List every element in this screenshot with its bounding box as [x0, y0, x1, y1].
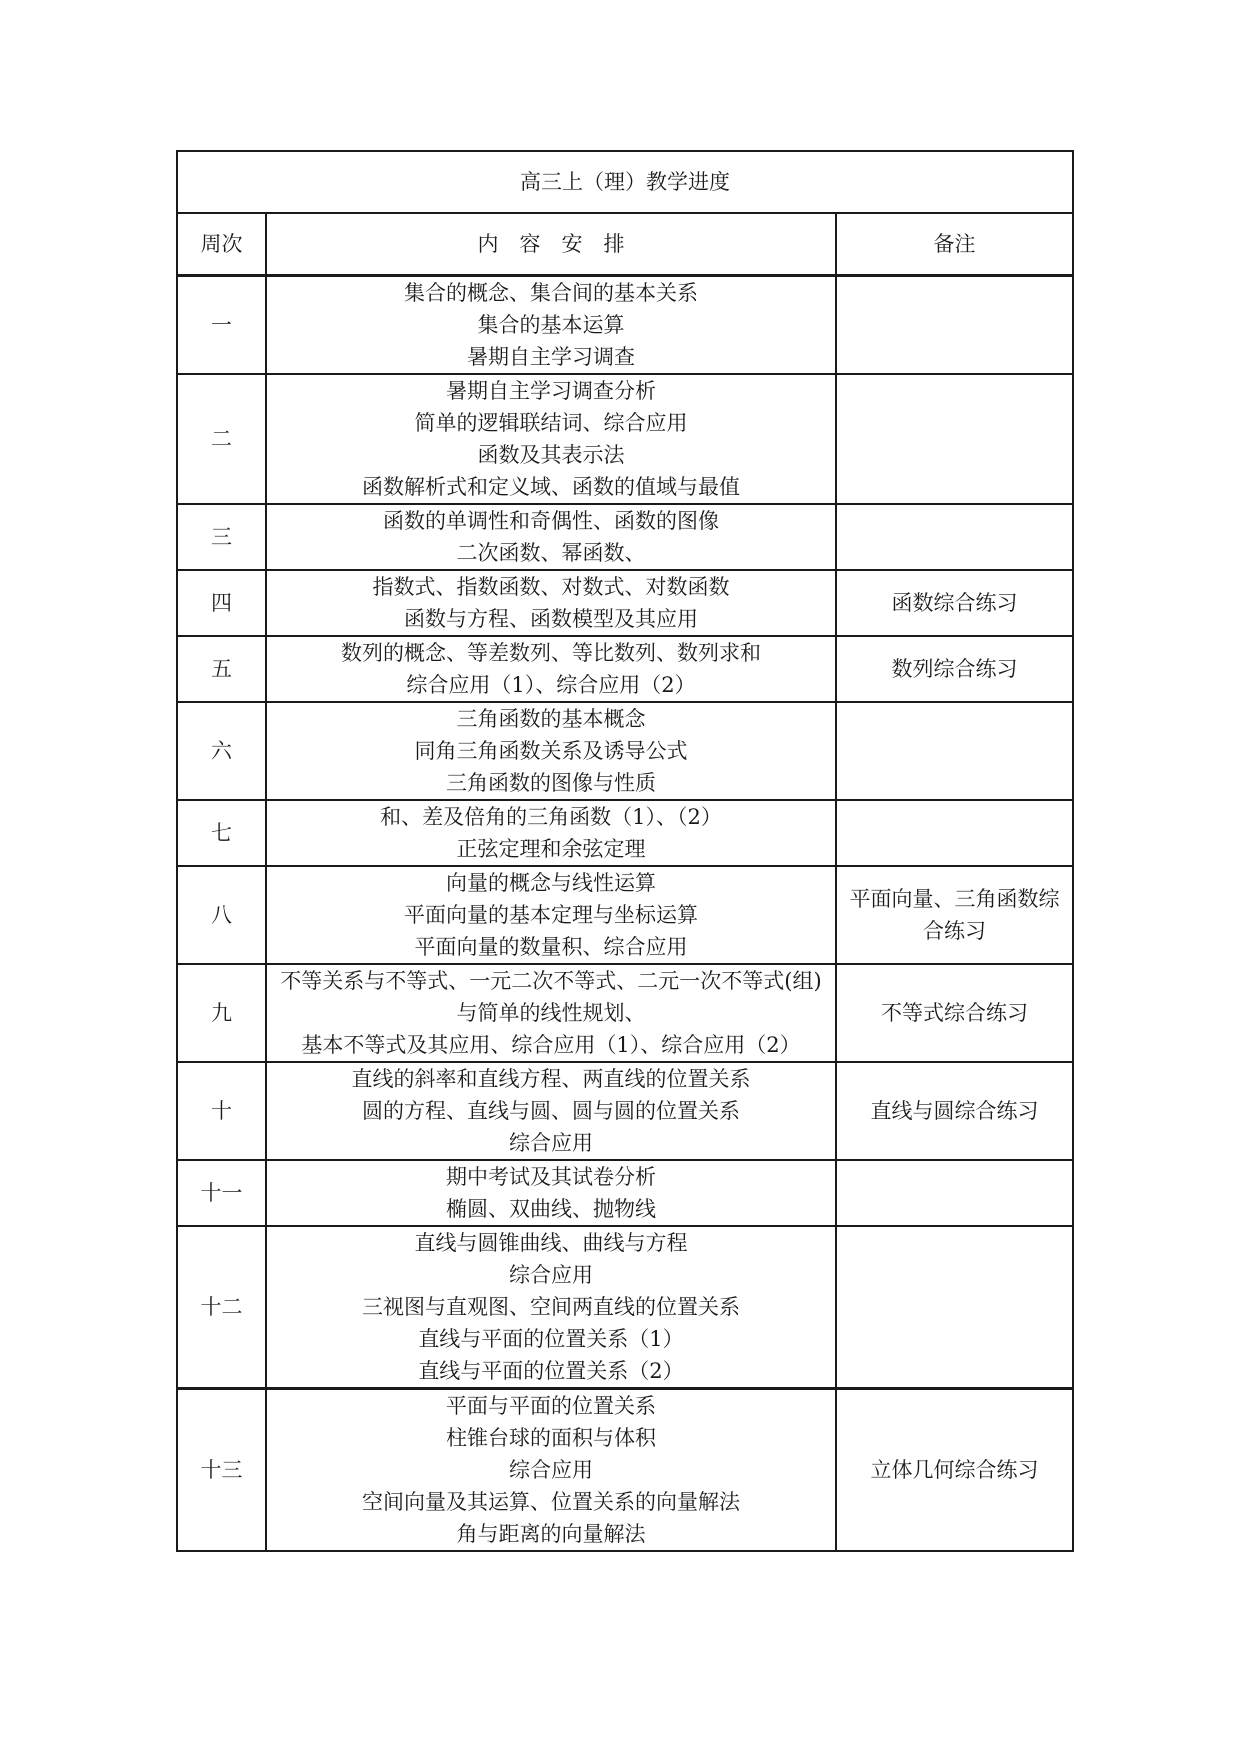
- note-cell: [836, 702, 1073, 800]
- week-cell: 四: [177, 570, 266, 636]
- note-cell: [836, 1062, 1073, 1160]
- table-row: [177, 702, 1073, 800]
- content-line: 空间向量及其运算、位置关系的向量解法: [362, 1490, 740, 1514]
- content-line: 暑期自主学习调查分析: [446, 379, 656, 403]
- note-cell: [836, 1389, 1073, 1552]
- content-cell: [266, 866, 836, 964]
- week-cell: 一: [177, 276, 266, 375]
- content-cell: [266, 1389, 836, 1552]
- note-cell: [836, 374, 1073, 504]
- content-line: 三视图与直观图、空间两直线的位置关系: [362, 1295, 740, 1319]
- table-title: 高三上（理）教学进度: [177, 151, 1073, 213]
- header-note: 备注: [836, 213, 1073, 276]
- week-cell: 五: [177, 636, 266, 702]
- table-row: [177, 800, 1073, 866]
- note-text: 立体几何综合练习: [870, 1458, 1039, 1482]
- content-line: 角与距离的向量解法: [456, 1522, 646, 1546]
- schedule-sheet: [176, 150, 1072, 1552]
- week-cell: 八: [177, 866, 266, 964]
- content-line: 函数解析式和定义域、函数的值域与最值: [362, 475, 740, 499]
- note-text: 不等式综合练习: [881, 1001, 1029, 1025]
- table-row: [177, 964, 1073, 1062]
- content-cell: [266, 702, 836, 800]
- note-cell: [836, 866, 1073, 964]
- content-cell: [266, 374, 836, 504]
- content-line: 直线的斜率和直线方程、两直线的位置关系: [351, 1067, 751, 1091]
- header-week: 周次: [177, 213, 266, 276]
- content-line: 函数与方程、函数模型及其应用: [404, 607, 698, 631]
- schedule-body: [177, 276, 1073, 1552]
- week-cell: 十: [177, 1062, 266, 1160]
- content-line: 基本不等式及其应用、综合应用（1）、综合应用（2）: [301, 1033, 801, 1057]
- table-row: [177, 504, 1073, 570]
- content-line: 数列的概念、等差数列、等比数列、数列求和: [341, 641, 761, 665]
- table-row: [177, 1062, 1073, 1160]
- content-cell: [266, 1062, 836, 1160]
- content-cell: [266, 570, 836, 636]
- content-line: 柱锥台球的面积与体积: [446, 1426, 656, 1450]
- content-line: 向量的概念与线性运算: [446, 871, 656, 895]
- content-line: 与简单的线性规划、: [456, 1001, 646, 1025]
- content-cell: [266, 800, 836, 866]
- content-line: 简单的逻辑联结词、综合应用: [414, 411, 688, 435]
- header-row: [177, 213, 1073, 276]
- content-line: 集合的基本运算: [477, 313, 625, 337]
- content-line: 集合的概念、集合间的基本关系: [404, 281, 698, 305]
- content-line: 不等关系与不等式、一元二次不等式、二元一次不等式(组): [280, 969, 822, 993]
- content-line: 综合应用（1）、综合应用（2）: [406, 673, 696, 697]
- content-cell: [266, 504, 836, 570]
- content-cell: [266, 1160, 836, 1226]
- week-cell: 二: [177, 374, 266, 504]
- table-row: [177, 1160, 1073, 1226]
- week-cell: 十一: [177, 1160, 266, 1226]
- table-row: [177, 636, 1073, 702]
- note-text: 函数综合练习: [891, 591, 1018, 615]
- table-row: [177, 276, 1073, 375]
- content-line: 二次函数、幂函数、: [456, 541, 646, 565]
- table-row: [177, 570, 1073, 636]
- week-cell: 九: [177, 964, 266, 1062]
- content-line: 椭圆、双曲线、抛物线: [446, 1197, 656, 1221]
- week-cell: 六: [177, 702, 266, 800]
- content-line: 期中考试及其试卷分析: [446, 1165, 656, 1189]
- schedule-table: [176, 150, 1074, 1552]
- table-row: [177, 1226, 1073, 1389]
- content-line: 同角三角函数关系及诱导公式: [414, 739, 688, 763]
- note-cell: [836, 276, 1073, 375]
- content-cell: [266, 636, 836, 702]
- note-cell: [836, 800, 1073, 866]
- content-line: 平面向量的基本定理与坐标运算: [404, 903, 698, 927]
- content-line: 综合应用: [509, 1131, 593, 1155]
- content-line: 直线与平面的位置关系（2）: [418, 1359, 684, 1383]
- content-line: 和、差及倍角的三角函数（1）、（2）: [380, 805, 722, 829]
- content-line: 指数式、指数函数、对数式、对数函数: [372, 575, 730, 599]
- note-cell: [836, 636, 1073, 702]
- note-cell: [836, 504, 1073, 570]
- table-row: [177, 374, 1073, 504]
- table-row: [177, 866, 1073, 964]
- header-content: 内 容 安 排: [266, 213, 836, 276]
- content-cell: [266, 276, 836, 375]
- note-cell: [836, 1160, 1073, 1226]
- week-cell: 十三: [177, 1389, 266, 1552]
- content-line: 综合应用: [509, 1263, 593, 1287]
- content-line: 综合应用: [509, 1458, 593, 1482]
- content-line: 直线与平面的位置关系（1）: [418, 1327, 684, 1351]
- content-line: 直线与圆锥曲线、曲线与方程: [414, 1231, 688, 1255]
- content-line: 三角函数的图像与性质: [446, 771, 656, 795]
- content-line: 平面向量的数量积、综合应用: [414, 935, 688, 959]
- note-text: 数列综合练习: [891, 657, 1018, 681]
- content-line: 圆的方程、直线与圆、圆与圆的位置关系: [362, 1099, 740, 1123]
- content-cell: [266, 964, 836, 1062]
- content-line: 平面与平面的位置关系: [446, 1394, 656, 1418]
- note-text: 直线与圆综合练习: [870, 1099, 1039, 1123]
- note-text: 平面向量、三角函数综合练习: [849, 887, 1060, 943]
- note-cell: [836, 1226, 1073, 1389]
- note-cell: [836, 570, 1073, 636]
- content-line: 函数的单调性和奇偶性、函数的图像: [383, 509, 719, 533]
- content-cell: [266, 1226, 836, 1389]
- table-row: [177, 1389, 1073, 1552]
- content-line: 暑期自主学习调查: [467, 345, 635, 369]
- content-line: 三角函数的基本概念: [456, 707, 646, 731]
- content-line: 正弦定理和余弦定理: [456, 837, 646, 861]
- week-cell: 十二: [177, 1226, 266, 1389]
- note-cell: [836, 964, 1073, 1062]
- week-cell: 七: [177, 800, 266, 866]
- content-line: 函数及其表示法: [477, 443, 625, 467]
- week-cell: 三: [177, 504, 266, 570]
